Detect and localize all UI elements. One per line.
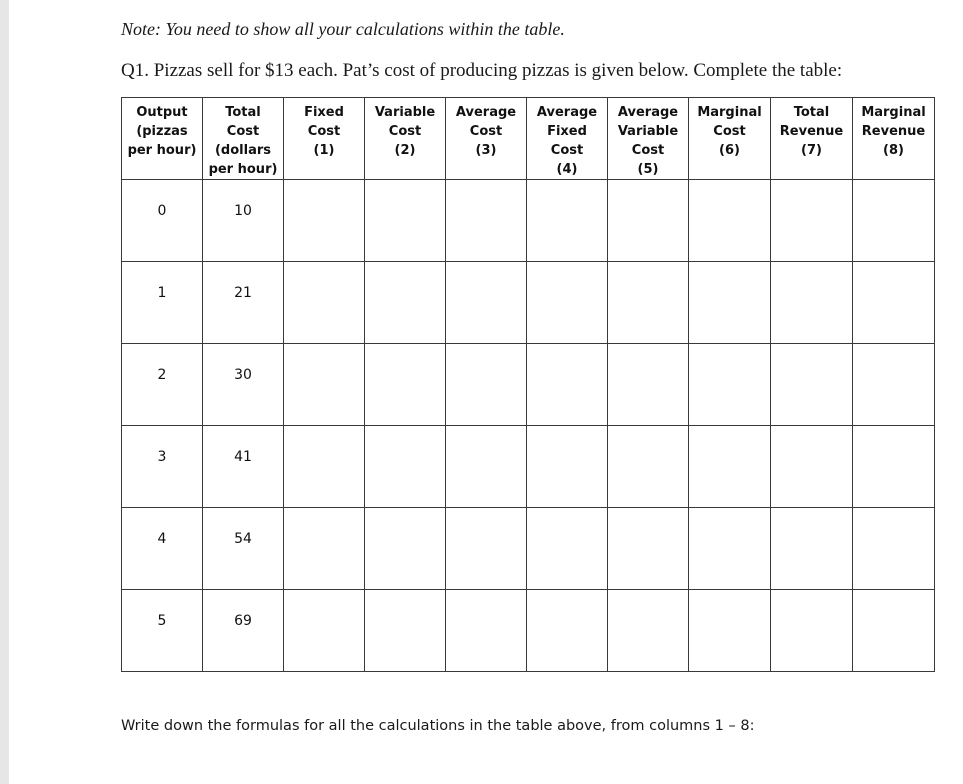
note-text: Note: You need to show all your calculations within the table. — [121, 19, 565, 39]
fixed-cost-cell[interactable] — [284, 262, 365, 344]
variable-cost-cell[interactable] — [365, 262, 446, 344]
header-marginal-revenue: Marginal Revenue (8) — [853, 98, 935, 180]
average-variable-cost-cell[interactable] — [608, 262, 689, 344]
header-total-cost: Total Cost (dollars per hour) — [203, 98, 284, 180]
average-fixed-cost-cell[interactable] — [527, 262, 608, 344]
marginal-revenue-cell[interactable] — [853, 180, 935, 262]
question-text: Q1. Pizzas sell for $13 each. Pat’s cost of producing pizzas is given below. Complete the table: — [121, 60, 843, 81]
header-fixed-cost: Fixed Cost (1) — [284, 98, 365, 180]
page-left-margin — [0, 0, 9, 784]
fixed-cost-cell[interactable] — [284, 426, 365, 508]
header-variable-cost: Variable Cost (2) — [365, 98, 446, 180]
fixed-cost-cell[interactable] — [284, 344, 365, 426]
variable-cost-cell[interactable] — [365, 590, 446, 672]
marginal-revenue-cell[interactable] — [853, 590, 935, 672]
variable-cost-cell[interactable] — [365, 180, 446, 262]
average-cost-cell[interactable] — [446, 590, 527, 672]
cost-table — [121, 97, 935, 672]
average-cost-cell[interactable] — [446, 508, 527, 590]
total-cost-cell: 69 — [203, 590, 284, 672]
fixed-cost-cell[interactable] — [284, 508, 365, 590]
total-revenue-cell[interactable] — [771, 344, 853, 426]
average-cost-cell[interactable] — [446, 344, 527, 426]
average-fixed-cost-cell[interactable] — [527, 344, 608, 426]
table-row — [122, 590, 935, 672]
total-cost-cell: 54 — [203, 508, 284, 590]
table-row — [122, 426, 935, 508]
total-revenue-cell[interactable] — [771, 180, 853, 262]
total-cost-cell: 30 — [203, 344, 284, 426]
average-cost-cell[interactable] — [446, 180, 527, 262]
fixed-cost-cell[interactable] — [284, 590, 365, 672]
average-variable-cost-cell[interactable] — [608, 508, 689, 590]
total-cost-cell: 10 — [203, 180, 284, 262]
marginal-revenue-cell[interactable] — [853, 262, 935, 344]
header-total-revenue: Total Revenue (7) — [771, 98, 853, 180]
total-revenue-cell[interactable] — [771, 508, 853, 590]
total-cost-cell: 21 — [203, 262, 284, 344]
marginal-cost-cell[interactable] — [689, 508, 771, 590]
output-cell: 2 — [122, 344, 203, 426]
marginal-cost-cell[interactable] — [689, 590, 771, 672]
output-cell: 1 — [122, 262, 203, 344]
average-variable-cost-cell[interactable] — [608, 180, 689, 262]
output-cell: 3 — [122, 426, 203, 508]
marginal-revenue-cell[interactable] — [853, 344, 935, 426]
average-cost-cell[interactable] — [446, 426, 527, 508]
output-cell: 4 — [122, 508, 203, 590]
variable-cost-cell[interactable] — [365, 508, 446, 590]
total-revenue-cell[interactable] — [771, 262, 853, 344]
marginal-cost-cell[interactable] — [689, 344, 771, 426]
marginal-revenue-cell[interactable] — [853, 508, 935, 590]
table-row — [122, 180, 935, 262]
marginal-cost-cell[interactable] — [689, 426, 771, 508]
header-output: Output (pizzas per hour) — [122, 98, 203, 180]
variable-cost-cell[interactable] — [365, 426, 446, 508]
header-average-fixed-cost: Average Fixed Cost (4) — [527, 98, 608, 180]
average-variable-cost-cell[interactable] — [608, 590, 689, 672]
table-row — [122, 262, 935, 344]
average-fixed-cost-cell[interactable] — [527, 590, 608, 672]
output-cell: 0 — [122, 180, 203, 262]
total-revenue-cell[interactable] — [771, 590, 853, 672]
output-cell: 5 — [122, 590, 203, 672]
average-fixed-cost-cell[interactable] — [527, 180, 608, 262]
total-cost-cell: 41 — [203, 426, 284, 508]
fixed-cost-cell[interactable] — [284, 180, 365, 262]
marginal-cost-cell[interactable] — [689, 262, 771, 344]
total-revenue-cell[interactable] — [771, 426, 853, 508]
marginal-cost-cell[interactable] — [689, 180, 771, 262]
header-marginal-cost: Marginal Cost (6) — [689, 98, 771, 180]
header-average-cost: Average Cost (3) — [446, 98, 527, 180]
average-cost-cell[interactable] — [446, 262, 527, 344]
average-fixed-cost-cell[interactable] — [527, 426, 608, 508]
table-header-row — [122, 98, 935, 180]
average-variable-cost-cell[interactable] — [608, 344, 689, 426]
header-average-variable-cost: Average Variable Cost (5) — [608, 98, 689, 180]
table-row — [122, 344, 935, 426]
variable-cost-cell[interactable] — [365, 344, 446, 426]
marginal-revenue-cell[interactable] — [853, 426, 935, 508]
average-fixed-cost-cell[interactable] — [527, 508, 608, 590]
formulas-prompt: Write down the formulas for all the calculations in the table above, from columns 1 – 8: — [121, 718, 755, 734]
average-variable-cost-cell[interactable] — [608, 426, 689, 508]
table-row — [122, 508, 935, 590]
